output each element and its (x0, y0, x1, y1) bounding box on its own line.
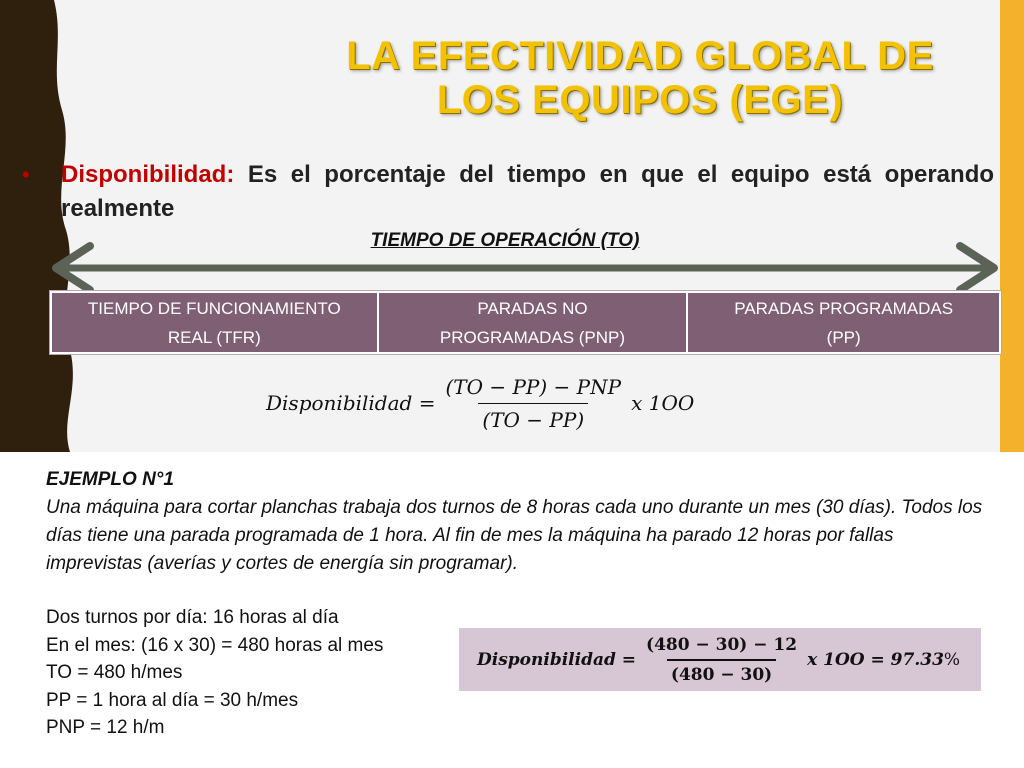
formula-denominator: (TO − PP) (478, 403, 588, 432)
segment-label: REAL (TFR) (167, 327, 261, 347)
segment-label: (PP) (826, 327, 861, 347)
segment-tfr (52, 293, 379, 352)
segment-label: PARADAS PROGRAMADAS (734, 298, 954, 318)
availability-formula (266, 366, 694, 440)
formula-numerator: (TO − PP) − PNP (445, 374, 622, 399)
result-formula-box (459, 628, 981, 691)
definition-label: Disponibilidad: (61, 161, 235, 188)
result-rhs: x 1OO = 97.33 (807, 649, 944, 670)
definition-body: Es el porcentaje del tiempo en que el equipo está operando realmente (61, 161, 995, 222)
calculation-list (46, 604, 383, 742)
operation-time-label: TIEMPO DE OPERACIÓN (TO) (370, 230, 640, 251)
segment-label: PARADAS NO (477, 298, 588, 318)
title-line-1: LA EFECTIVIDAD GLOBAL DE (346, 34, 934, 78)
result-fraction (642, 635, 801, 685)
segment-label: PROGRAMADAS (PNP) (439, 327, 626, 347)
definition-text (61, 158, 994, 226)
example-title: EJEMPLO N°1 (46, 469, 174, 490)
result-denominator: (480 − 30) (667, 659, 776, 685)
formula-rhs: x 1OO (631, 391, 695, 415)
time-breakdown-table (50, 291, 1001, 354)
accent-bar (1000, 0, 1024, 452)
calculation-line: PP = 1 hora al día = 30 h/mes (46, 689, 299, 711)
formula-lhs: Disponibilidad = (266, 391, 436, 415)
formula-fraction (441, 375, 625, 432)
result-lhs: Disponibilidad = (477, 649, 637, 670)
result-percent: % (943, 649, 961, 670)
title-line-2: LOS EQUIPOS (EGE) (436, 78, 844, 122)
result-numerator: (480 − 30) − 12 (646, 634, 798, 655)
segment-pp (688, 293, 999, 352)
bullet-icon: • (22, 162, 30, 187)
example-block (46, 466, 986, 578)
double-arrow-icon (44, 242, 1006, 298)
calculation-line: TO = 480 h/mes (46, 662, 183, 683)
definition-bullet (22, 158, 994, 226)
segment-pnp (379, 293, 689, 352)
page-title (280, 34, 1000, 122)
wavy-border-decoration (0, 0, 80, 452)
segment-label: TIEMPO DE FUNCIONAMIENTO (87, 298, 341, 318)
calculation-line: En el mes: (16 x 30) = 480 horas al mes (46, 634, 384, 656)
calculation-line: PNP = 12 h/m (46, 717, 165, 738)
example-text: Una máquina para cortar planchas trabaja dos turnos de 8 horas cada uno durante un mes (30 días). Todos los días tiene una parada programada de 1 hora. Al fin de mes la máquina ha parado 12 horas por fallas imprevistas (averías y cortes de energía sin programar). (46, 497, 983, 574)
calculation-line: Dos turnos por día: 16 horas al día (46, 607, 339, 628)
